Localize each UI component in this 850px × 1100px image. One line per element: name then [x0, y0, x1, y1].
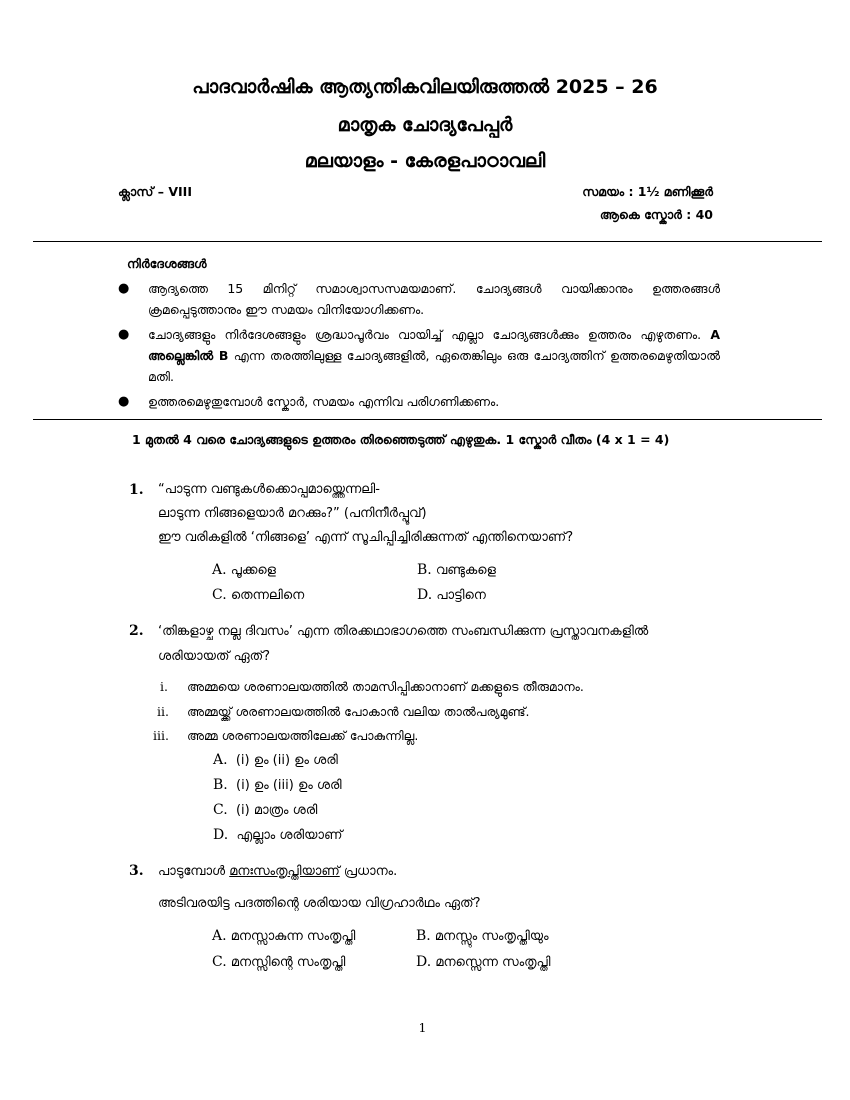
- question-text: പാടുമ്പോൾ മനഃസംതൃപ്തിയാണ് പ്രധാനം.: [158, 864, 398, 879]
- question-text: “പാടുന്ന വണ്ടുകൾക്കൊപ്പമായ്ത്തെന്നലി-: [158, 482, 380, 497]
- question-number: 2.: [129, 623, 144, 639]
- option-d[interactable]: D. എല്ലാം ശരിയാണ്: [213, 827, 343, 843]
- option-c[interactable]: C. തെന്നലിനെ: [212, 587, 305, 603]
- page-number: 1: [418, 1020, 427, 1035]
- class-label: ക്ലാസ് – VIII: [118, 184, 192, 199]
- bullet-icon: ●: [118, 327, 130, 342]
- time-label: സമയം : 1½ മണിക്കൂർ: [582, 184, 713, 199]
- exam-title: പാദവാർഷിക ആത്യന്തികവിലയിരുത്തൽ 2025 – 26: [192, 76, 658, 98]
- statement-number: iii.: [153, 728, 169, 743]
- bullet-icon: ●: [118, 394, 130, 409]
- divider: [33, 241, 822, 242]
- question-number: 3.: [129, 863, 144, 879]
- statement-text: അമ്മ ശരണാലയത്തിലേക്ക് പോകുന്നില്ല.: [187, 728, 419, 743]
- section-heading: 1 മുതൽ 4 വരെ ചോദ്യങ്ങളുടെ ഉത്തരം തിരഞ്ഞെടുത്ത് എഴുതുക. 1 സ്കോർ വീതം (4 x 1 = 4): [132, 432, 670, 447]
- question-text: ലാടുന്ന നിങ്ങളെയാർ മറക്കും?” (പനിനീർപ്പൂവ്): [158, 506, 427, 521]
- instruction-item: ● ചോദ്യങ്ങളും നിർദേശങ്ങളും ശ്രദ്ധാപൂർവം വായിച്ച് എല്ലാ ചോദ്യങ്ങൾക്കും ഉത്തരം എഴുതണം. A അല്ലെങ്കിൽ B എന്ന തരത്തിലുള്ള ചോദ്യങ്ങളിൽ, ഏതെങ്കിലും ഒരു ചോദ്യത്തിന് ഉത്തരമെഴുതിയാൽ മതി.: [148, 324, 720, 387]
- subject-title: മലയാളം - കേരളപാഠാവലി: [304, 150, 546, 172]
- option-b[interactable]: B. (i) ഉം (iii) ഉം ശരി: [213, 777, 342, 793]
- option-c[interactable]: C. മനസ്സിന്റെ സംതൃപ്തി: [212, 954, 346, 970]
- underlined-word: മനഃസംതൃപ്തിയാണ്: [229, 864, 340, 879]
- option-b[interactable]: B. വണ്ടുകളെ: [417, 562, 496, 578]
- instructions-heading: നിർദേശങ്ങൾ: [127, 256, 207, 271]
- option-a[interactable]: A. മനസ്സാകുന്ന സംതൃപ്തി: [212, 928, 356, 944]
- statement-number: i.: [160, 679, 168, 694]
- option-a[interactable]: A. പൂക്കളെ: [212, 562, 276, 578]
- instruction-item: ● ആദ്യത്തെ 15 മിനിറ്റ് സമാശ്വാസസമയമാണ്. ചോദ്യങ്ങൾ വായിക്കാനും ഉത്തരങ്ങൾ ക്രമപ്പെടുത്താനും ഈ സമയം വിനിയോഗിക്കണം.: [148, 278, 720, 320]
- bullet-icon: ●: [118, 281, 130, 296]
- divider: [33, 419, 822, 420]
- statement-text: അമ്മയ്ക്ക് ശരണാലയത്തിൽ പോകാൻ വലിയ താൽപര്യമുണ്ട്.: [187, 704, 530, 719]
- option-a[interactable]: A. (i) ഉം (ii) ഉം ശരി: [213, 752, 338, 768]
- option-d[interactable]: D. പാട്ടിനെ: [417, 587, 486, 603]
- score-label: ആകെ സ്കോർ : 40: [599, 207, 713, 222]
- paper-subtitle: മാതൃക ചോദ്യപേപ്പർ: [337, 114, 513, 136]
- statement-number: ii.: [157, 704, 169, 719]
- question-text: ‘തിങ്കളാഴ്ച നല്ല ദിവസം’ എന്ന തിരക്കഥാഭാഗത്തെ സംബന്ധിക്കുന്ന പ്രസ്താവനകളിൽ: [158, 624, 649, 639]
- option-b[interactable]: B. മനസ്സും സംതൃപ്തിയും: [416, 928, 549, 944]
- option-c[interactable]: C. (i) മാത്രം ശരി: [213, 802, 318, 818]
- statement-text: അമ്മയെ ശരണാലയത്തിൽ താമസിപ്പിക്കാനാണ് മക്കളുടെ തീരുമാനം.: [187, 679, 584, 694]
- question-text: ശരിയായത് ഏത്?: [158, 649, 271, 664]
- option-d[interactable]: D. മനസ്സെന്ന സംതൃപ്തി: [416, 954, 551, 970]
- instruction-item: ● ഉത്തരമെഴുതുമ്പോൾ സ്കോർ, സമയം എന്നിവ പരിഗണിക്കണം.: [148, 391, 720, 412]
- question-text: അടിവരയിട്ട പദത്തിന്റെ ശരിയായ വിഗ്രഹാർഥം ഏത്?: [158, 896, 481, 911]
- question-text: ഈ വരികളിൽ ‘നിങ്ങളെ’ എന്ന് സൂചിപ്പിച്ചിരിക്കുന്നത് എന്തിനെയാണ്?: [158, 530, 574, 545]
- question-number: 1.: [129, 482, 144, 498]
